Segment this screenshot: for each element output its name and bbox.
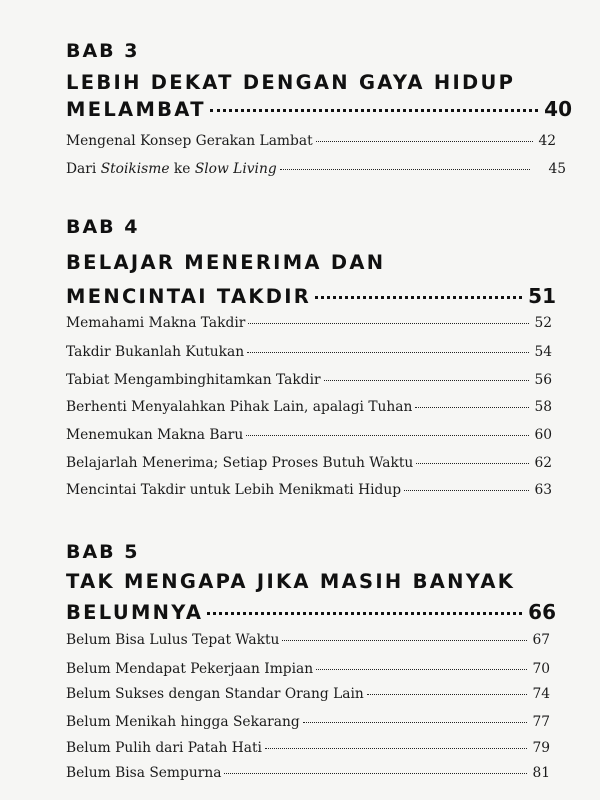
toc-entry-title: Berhenti Menyalahkan Pihak Lain, apalagi Tuhan <box>66 399 413 415</box>
dot-leader <box>367 694 528 695</box>
chapter-title-line: BELAJAR MENERIMA DAN <box>66 251 386 274</box>
chapter-title-line: LEBIH DEKAT DENGAN GAYA HIDUP <box>66 71 516 94</box>
chapter-page-number: 40 <box>544 97 572 121</box>
dot-leader <box>246 435 529 436</box>
toc-entry-page: 58 <box>534 399 552 415</box>
dot-leader <box>282 640 527 641</box>
toc-entry[interactable] <box>66 427 552 443</box>
toc-entry-title: Tabiat Mengambinghitamkan Takdir <box>66 372 321 388</box>
toc-entry[interactable] <box>66 133 556 149</box>
dot-leader <box>224 773 527 774</box>
dot-leader <box>416 463 529 464</box>
chapter-title-row[interactable] <box>66 97 572 121</box>
toc-entry-page: 63 <box>534 482 552 498</box>
toc-entry-page: 62 <box>534 455 552 471</box>
toc-entry-page: 77 <box>532 714 550 730</box>
dot-leader <box>247 352 529 353</box>
toc-entry[interactable] <box>66 714 550 730</box>
toc-entry-page: 54 <box>534 344 552 360</box>
toc-entry[interactable] <box>66 372 552 388</box>
toc-entry[interactable] <box>66 686 550 702</box>
chapter-title-line: TAK MENGAPA JIKA MASIH BANYAK <box>66 570 516 593</box>
toc-entry-title: Menemukan Makna Baru <box>66 427 244 443</box>
dot-leader <box>316 669 527 670</box>
toc-entry-page: 81 <box>532 765 550 781</box>
toc-entry-page: 79 <box>532 740 550 756</box>
toc-entry[interactable] <box>66 765 550 781</box>
chapter-page-number: 51 <box>528 284 556 308</box>
dot-leader <box>207 612 522 615</box>
dot-leader <box>210 109 538 112</box>
dot-leader <box>315 296 522 299</box>
toc-entry[interactable] <box>66 632 550 648</box>
toc-entry-title: Belum Mendapat Pekerjaan Impian <box>66 661 314 677</box>
dot-leader <box>404 490 529 491</box>
toc-entry-page: 56 <box>534 372 552 388</box>
toc-entry[interactable] <box>66 315 552 331</box>
chapter-title-line: MENCINTAI TAKDIR <box>66 285 312 308</box>
toc-entry[interactable] <box>66 344 552 360</box>
toc-entry[interactable] <box>66 161 566 177</box>
toc-entry[interactable] <box>66 661 550 677</box>
dot-leader <box>280 169 531 170</box>
chapter-title-row[interactable] <box>66 284 556 308</box>
toc-entry-page: 52 <box>534 315 552 331</box>
toc-entry-title: Dari Stoikisme ke Slow Living <box>66 161 277 177</box>
dot-leader <box>324 380 530 381</box>
dot-leader <box>303 722 528 723</box>
toc-entry-page: 70 <box>532 661 550 677</box>
toc-entry-title: Belajarlah Menerima; Setiap Proses Butuh Waktu <box>66 455 414 471</box>
chapter-title-line: BELUMNYA <box>66 601 204 624</box>
toc-entry-title: Belum Bisa Sempurna <box>66 765 222 781</box>
toc-entry[interactable] <box>66 740 550 756</box>
toc-entry-title: Mengenal Konsep Gerakan Lambat <box>66 133 313 149</box>
toc-entry[interactable] <box>66 482 552 498</box>
toc-entry[interactable] <box>66 455 552 471</box>
chapter-title-row[interactable] <box>66 600 556 624</box>
toc-entry-page: 67 <box>532 632 550 648</box>
toc-entry-title: Memahami Makna Takdir <box>66 315 246 331</box>
toc-entry[interactable] <box>66 399 552 415</box>
toc-entry-title: Belum Pulih dari Patah Hati <box>66 740 262 756</box>
toc-entry-page: 74 <box>532 686 550 702</box>
chapter-page-number: 66 <box>528 600 556 624</box>
toc-entry-page: 42 <box>538 133 556 149</box>
chapter-label: BAB 5 <box>66 541 140 563</box>
toc-entry-title: Belum Sukses dengan Standar Orang Lain <box>66 686 364 702</box>
toc-entry-title: Takdir Bukanlah Kutukan <box>66 344 245 360</box>
dot-leader <box>316 141 534 142</box>
toc-entry-title: Belum Bisa Lulus Tepat Waktu <box>66 632 280 648</box>
chapter-title-line: MELAMBAT <box>66 98 206 121</box>
dot-leader <box>415 407 529 408</box>
toc-entry-title: Mencintai Takdir untuk Lebih Menikmati Hidup <box>66 482 402 498</box>
dot-leader <box>265 748 528 749</box>
toc-entry-title: Belum Menikah hingga Sekarang <box>66 714 300 730</box>
dot-leader <box>248 323 529 324</box>
chapter-label: BAB 3 <box>66 40 140 62</box>
toc-entry-page: 45 <box>548 161 566 177</box>
chapter-label: BAB 4 <box>66 216 140 238</box>
toc-entry-page: 60 <box>534 427 552 443</box>
